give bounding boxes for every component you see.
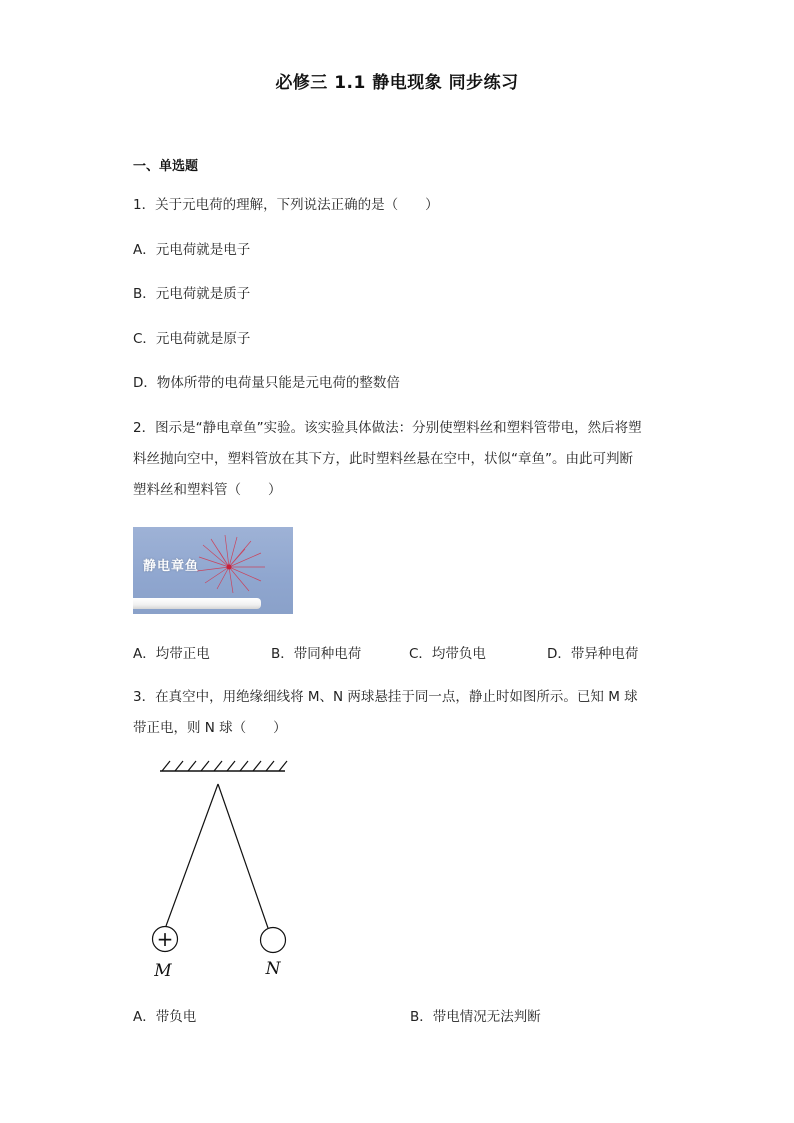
question-1-option-a[interactable]: A．元电荷就是电子 <box>133 242 251 258</box>
question-3-stem-line-2: 带正电，则 N 球（ ） <box>133 720 287 736</box>
question-2-option-c[interactable]: C．均带负电 <box>409 646 486 662</box>
plastic-tube <box>133 598 261 609</box>
question-2-stem-line-2: 料丝抛向空中，塑料管放在其下方，此时塑料丝悬在空中，状似“章鱼”。由此可判断 <box>133 451 633 467</box>
question-2-options <box>133 642 673 662</box>
ball-n-label: N <box>265 959 281 979</box>
pendulum-diagram <box>140 760 300 985</box>
question-2-option-a[interactable]: A．均带正电 <box>133 646 210 662</box>
ceiling-hatching <box>162 761 287 771</box>
positive-sign-icon: + <box>156 927 174 951</box>
question-3-options <box>133 1005 673 1025</box>
ball-m-label: M <box>154 961 172 981</box>
question-2-stem-line-3: 塑料丝和塑料管（ ） <box>133 482 282 498</box>
section-heading: 一、单选题 <box>133 159 199 174</box>
ball-n <box>261 928 286 953</box>
photo-caption: 静电章鱼 <box>143 559 200 574</box>
question-2-option-b[interactable]: B．带同种电荷 <box>271 646 362 662</box>
question-2-stem-line-1: 2．图示是“静电章鱼”实验。该实验具体做法：分别使塑料丝和塑料管带电，然后将塑 <box>133 420 642 436</box>
question-1-option-b[interactable]: B．元电荷就是质子 <box>133 286 251 302</box>
question-1-stem: 1．关于元电荷的理解，下列说法正确的是（ ） <box>133 197 439 213</box>
static-octopus-photo <box>133 527 293 614</box>
question-1-option-d[interactable]: D．物体所带的电荷量只能是元电荷的整数倍 <box>133 375 400 391</box>
thread-m <box>166 784 218 926</box>
thread-n <box>218 784 268 928</box>
question-3-option-b[interactable]: B．带电情况无法判断 <box>410 1009 541 1025</box>
question-3-stem-line-1: 3．在真空中，用绝缘细线将 M、N 两球悬挂于同一点，静止时如图所示。已知 M 球 <box>133 689 638 705</box>
page-title: 必修三 1.1 静电现象 同步练习 <box>275 73 519 93</box>
question-3-option-a[interactable]: A．带负电 <box>133 1009 197 1025</box>
question-2-option-d[interactable]: D．带异种电荷 <box>547 646 639 662</box>
question-1-option-c[interactable]: C．元电荷就是原子 <box>133 331 251 347</box>
